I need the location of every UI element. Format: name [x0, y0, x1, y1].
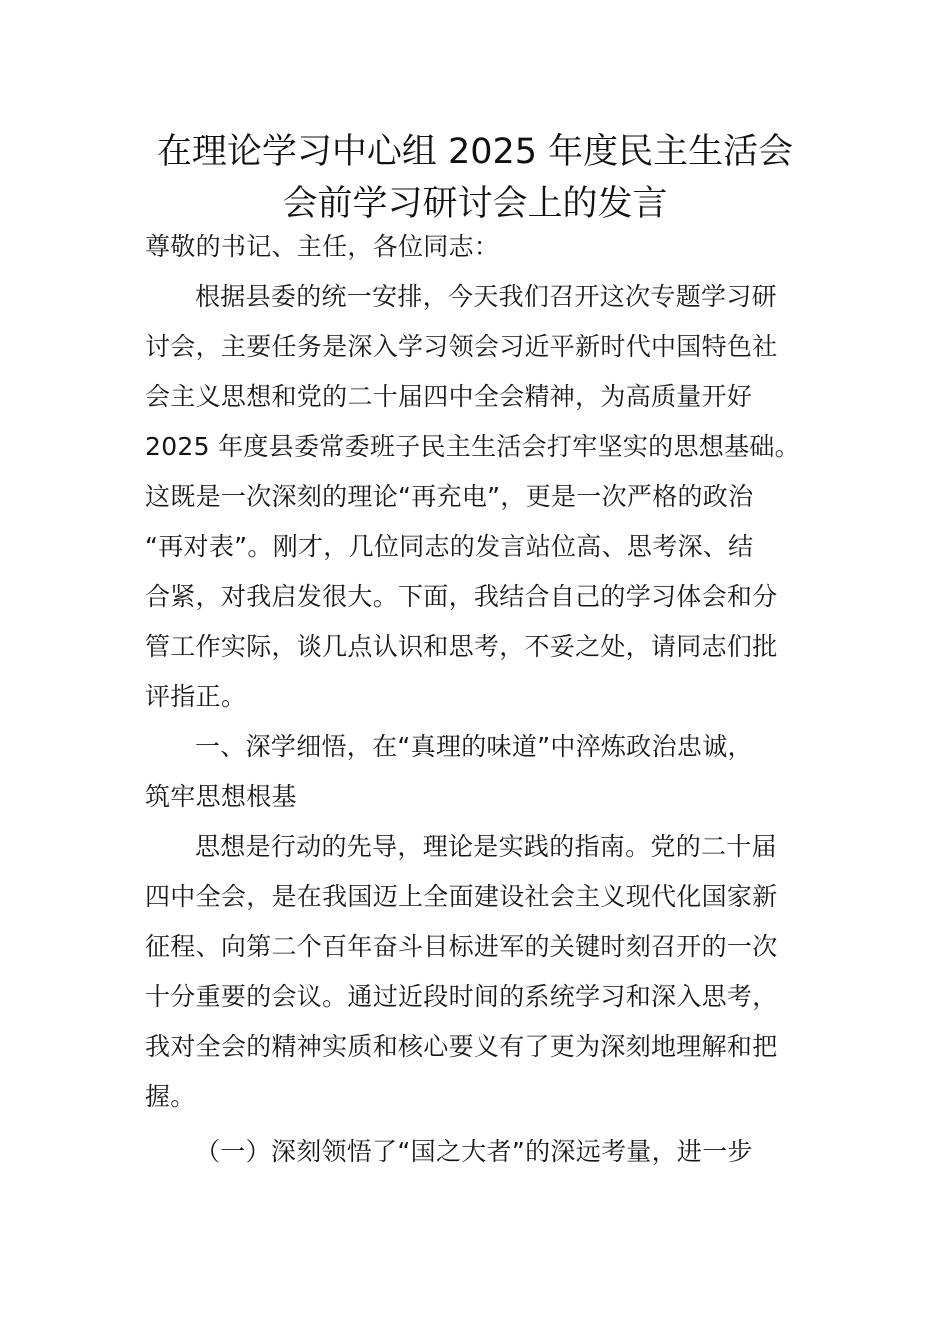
body-line: 我对全会的精神实质和核心要义有了更为深刻地理解和把 — [145, 1032, 778, 1061]
body-line: 讨会，主要任务是深入学习领会习近平新时代中国特色社 — [145, 332, 778, 361]
body-line: 2025 年度县委常委班子民主生活会打牢坚实的思想基础。 — [145, 432, 800, 461]
document-title-line-1: 在理论学习中心组 2025 年度民主生活会 — [156, 132, 794, 172]
section-heading-line: 一、深学细悟，在“真理的味道”中淬炼政治忠诚， — [195, 732, 753, 761]
body-line: 合紧，对我启发很大。下面，我结合自己的学习体会和分 — [145, 582, 778, 611]
body-line: 四中全会，是在我国迈上全面建设社会主义现代化国家新 — [145, 882, 778, 911]
body-line: 这既是一次深刻的理论“再充电”，更是一次严格的政治 — [145, 482, 754, 511]
section-heading-line: 筑牢思想根基 — [145, 782, 297, 811]
body-line: 征程、向第二个百年奋斗目标进军的关键时刻召开的一次 — [145, 932, 778, 961]
document-title-line-2: 会前学习研讨会上的发言 — [282, 184, 668, 224]
body-line: 握。 — [145, 1082, 196, 1111]
body-line: 会主义思想和党的二十届四中全会精神，为高质量开好 — [145, 382, 753, 411]
subsection-heading-line: （一）深刻领悟了“国之大者”的深远考量，进一步 — [195, 1137, 753, 1166]
body-line: 管工作实际，谈几点认识和思考，不妥之处，请同志们批 — [145, 632, 778, 661]
body-line: 根据县委的统一安排，今天我们召开这次专题学习研 — [195, 282, 777, 311]
body-line: “再对表”。刚才，几位同志的发言站位高、思考深、结 — [145, 532, 754, 561]
salutation: 尊敬的书记、主任，各位同志： — [145, 232, 500, 261]
body-line: 思想是行动的先导，理论是实践的指南。党的二十届 — [195, 832, 777, 861]
body-line: 十分重要的会议。通过近段时间的系统学习和深入思考， — [145, 982, 778, 1011]
body-line: 评指正。 — [145, 682, 247, 711]
